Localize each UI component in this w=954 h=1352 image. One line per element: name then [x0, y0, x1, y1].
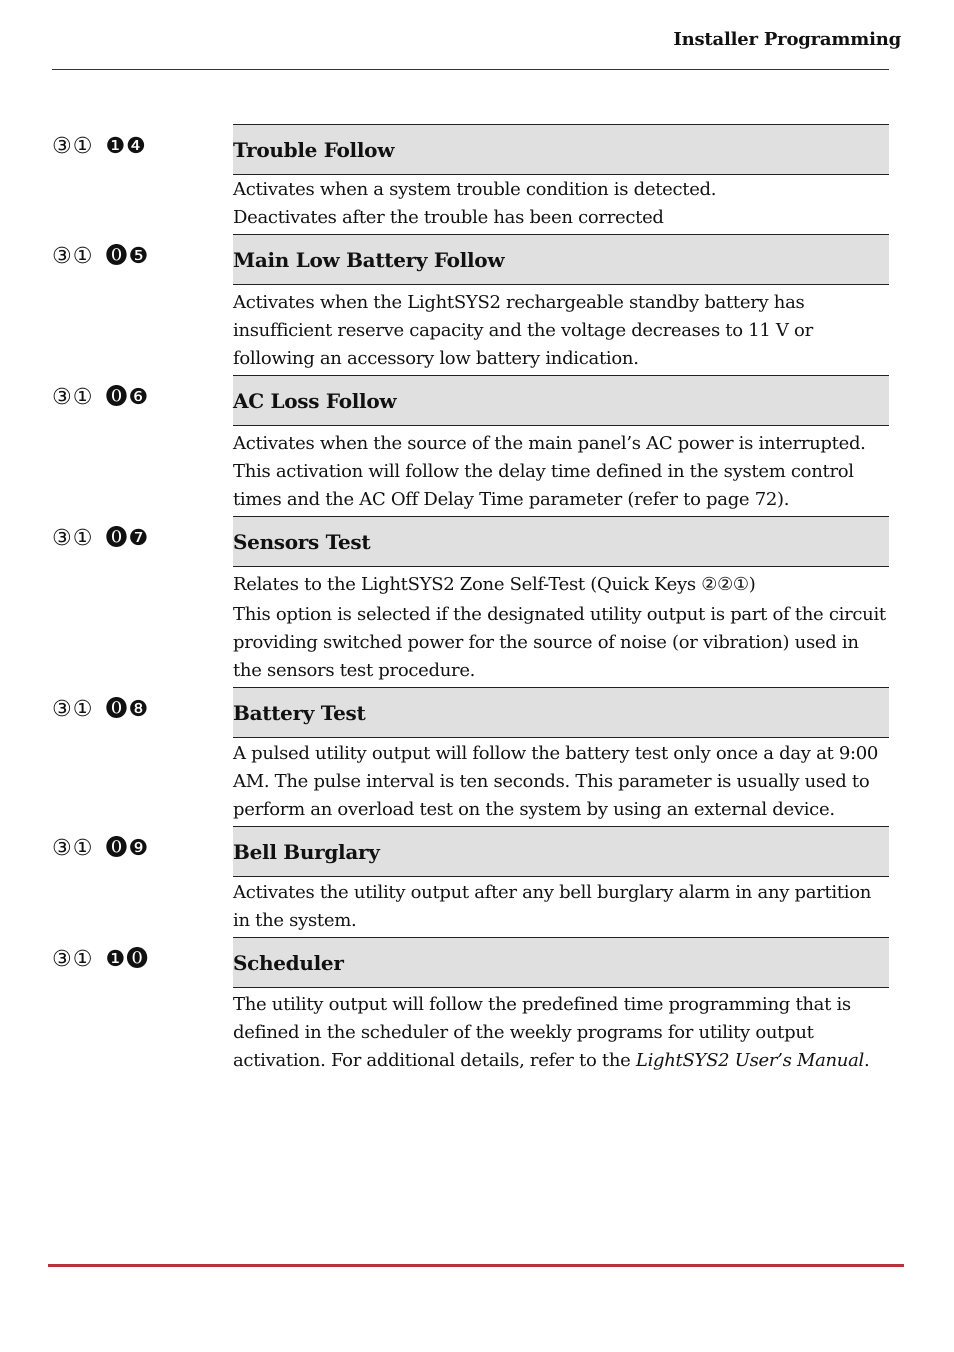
- entry-trouble-follow: [52, 124, 889, 234]
- description-line: Activates the utility output after any bell burglary alarm in any partition in the system.: [233, 882, 872, 931]
- code-suffix: ⓿❽: [105, 697, 150, 722]
- entry-title: Trouble Follow: [233, 124, 889, 175]
- entry-scheduler: [52, 937, 889, 1077]
- entry-title: Bell Burglary: [233, 826, 889, 877]
- code-suffix: ⓿❺: [105, 244, 150, 269]
- entry-bell-burglary: [52, 826, 889, 937]
- entry-description: [233, 738, 889, 826]
- description-line: This option is selected if the designated utility output is part of the circuit providing switched power for the source of noise (or vibration) used in the sensors test procedure.: [233, 604, 886, 681]
- description-line: [233, 991, 889, 1075]
- quick-key-code: [52, 526, 149, 552]
- entry-description: [233, 877, 889, 937]
- page-header-title: Installer Programming: [673, 29, 901, 50]
- entry-title: Sensors Test: [233, 516, 889, 567]
- quick-key-code: [52, 385, 149, 411]
- entry-description: [233, 988, 889, 1077]
- entry-title: AC Loss Follow: [233, 375, 889, 426]
- code-prefix: ③①: [52, 385, 94, 410]
- code-suffix: ⓿❾: [105, 836, 150, 861]
- footer-divider: [48, 1264, 904, 1267]
- quick-key-code: [52, 244, 149, 270]
- code-suffix: ❶⓿: [105, 947, 150, 972]
- quick-key-code: [52, 134, 147, 160]
- description-line: A pulsed utility output will follow the battery test only once a day at 9:00 AM. The pulse interval is ten seconds. This parameter is usually used to perform an overload test on the system by using an external device.: [233, 743, 879, 820]
- code-prefix: ③①: [52, 697, 94, 722]
- description-line: Activates when the LightSYS2 rechargeable standby battery has insufficient reserve capacity and the voltage decreases to 11 V or following an accessory low battery indication.: [233, 292, 813, 369]
- description-text: The utility output will follow the predefined time programming that is defined in the scheduler of the weekly programs for utility output activation. For additional details, refer to the: [233, 994, 851, 1071]
- entry-title: Scheduler: [233, 937, 889, 988]
- entry-description: [233, 175, 889, 234]
- code-prefix: ③①: [52, 134, 94, 159]
- entry-description: [233, 567, 889, 687]
- description-line: Relates to the LightSYS2 Zone Self-Test (Quick Keys ②②①): [233, 574, 756, 595]
- code-prefix: ③①: [52, 836, 94, 861]
- entry-main-low-battery-follow: [52, 234, 889, 375]
- quick-key-code: [52, 947, 149, 973]
- header-divider: [52, 69, 889, 70]
- entry-ac-loss-follow: [52, 375, 889, 516]
- description-line: Deactivates after the trouble has been corrected: [233, 207, 664, 228]
- entry-description: [233, 426, 889, 516]
- entry-description: [233, 285, 889, 375]
- entry-title: Battery Test: [233, 687, 889, 738]
- description-line: Activates when the source of the main panel’s AC power is interrupted. This activation will follow the delay time defined in the system control times and the AC Off Delay Time parameter (refer to page 72).: [233, 433, 866, 510]
- entry-battery-test: [52, 687, 889, 826]
- quick-key-code: [52, 697, 149, 723]
- manual-reference: LightSYS2 User’s Manual: [635, 1050, 864, 1071]
- code-suffix: ❶❹: [105, 134, 147, 159]
- code-prefix: ③①: [52, 244, 94, 269]
- parameter-list: [52, 124, 889, 1077]
- code-prefix: ③①: [52, 526, 94, 551]
- description-text-end: .: [863, 1050, 870, 1071]
- code-suffix: ⓿❼: [105, 526, 150, 551]
- code-suffix: ⓿❻: [105, 385, 150, 410]
- code-prefix: ③①: [52, 947, 94, 972]
- entry-title: Main Low Battery Follow: [233, 234, 889, 285]
- quick-key-code: [52, 836, 149, 862]
- description-line: Activates when a system trouble condition is detected.: [233, 179, 717, 200]
- entry-sensors-test: [52, 516, 889, 687]
